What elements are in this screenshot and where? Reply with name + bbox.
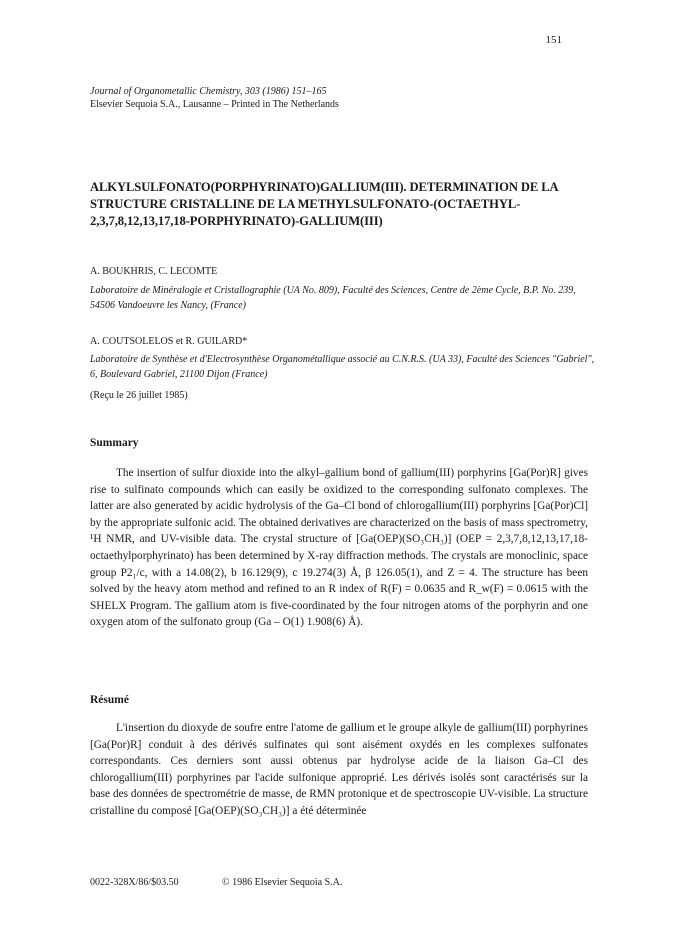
affiliation-2: Laboratoire de Synthèse et d'Electrosynthèse Organométallique associé au C.N.R.S. (UA 33), Faculté des Sciences "Gabriel", 6, Boulevard Gabriel, 21100 Dijon (France) bbox=[90, 354, 595, 380]
journal-info bbox=[90, 85, 339, 111]
summary-heading: Summary bbox=[90, 437, 139, 449]
summary-paragraph: The insertion of sulfur dioxide into the alkyl–gallium bond of gallium(III) porphyrins [Ga(Por)R] gives rise to sulfinato compounds which can easily be oxidized to the corresponding sulfonato complexes. The latter are also generated by acidic hydrolysis of the Ga–Cl bond of chlorogallium(III) porphyrins [Ga(Por)Cl] by the appropriate sulfonic acid. The obtained derivatives are characterized on the basis of mass spectrometry, ¹H NMR, and UV-visible data. The crystal structure of [Ga(OEP)(SO₃CH₃)] (OEP = 2,3,7,8,12,13,17,18-octaethylporphyrinato) has been determined by X-ray diffraction methods. The crystals are monoclinic, space group P2₁/c, with a 14.08(2), b 16.129(9), c 19.274(3) Å, β 126.05(1), and Z = 4. The structure has been solved by the heavy atom method and refined to an R index of R(F) = 0.0635 and R_w(F) = 0.0615 with the SHELX Program. The gallium atom is five-coordinated by the four nitrogen atoms of the porphyrin and one oxygen atom of the sulfonato group (Ga – O(1) 1.908(6) Å). bbox=[90, 467, 588, 629]
footer-copyright: © 1986 Elsevier Sequoia S.A. bbox=[222, 877, 343, 888]
footer-price-code: 0022-328X/86/$03.50 bbox=[90, 877, 179, 888]
resume-paragraph: L'insertion du dioxyde de soufre entre l'atome de gallium et le groupe alkyle de gallium(III) porphyrines [Ga(Por)R] conduit à des dérivés sulfinates qui sont aisément oxydés en les complexes sulfonates correspondants. Ces derniers sont aussi obtenus par hydrolyse acide de la liaison Ga–Cl des chlorogallium(III) porphyrines par l'acide sulfonique approprié. Les dérivés isolés sont caractérisés sur la base des données de spectrométrie de masse, de RMN protonique et de spectroscopie UV-visible. La structure cristalline du composé [Ga(OEP)(SO₃CH₃)] a été déterminée bbox=[90, 722, 588, 817]
publisher-line: Elsevier Sequoia S.A., Lausanne – Printed in The Netherlands bbox=[90, 99, 339, 110]
resume-section bbox=[90, 720, 588, 820]
summary-section bbox=[90, 465, 588, 631]
resume-heading: Résumé bbox=[90, 694, 129, 706]
authors-group-1: A. BOUKHRIS, C. LECOMTE bbox=[90, 266, 218, 277]
affiliation-1: Laboratoire de Minéralogie et Cristallographie (UA No. 809), Faculté des Sciences, Centre de 2ème Cycle, B.P. No. 239, 54506 Vandoeuvre les Nancy, (France) bbox=[90, 285, 576, 311]
article-title: ALKYLSULFONATO(PORPHYRINATO)GALLIUM(III). DETERMINATION DE LA STRUCTURE CRISTALLINE DE LA METHYLSULFONATO-(OCTAETHYL-2,3,7,8,12,13,17,18-PORPHYRINATO)-GALLIUM(III) bbox=[90, 180, 558, 228]
received-date: (Reçu le 26 juillet 1985) bbox=[90, 390, 188, 401]
journal-citation: Journal of Organometallic Chemistry, 303 (1986) 151–165 bbox=[90, 86, 327, 97]
authors-group-2: A. COUTSOLELOS et R. GUILARD* bbox=[90, 336, 248, 347]
page-number: 151 bbox=[545, 34, 562, 46]
